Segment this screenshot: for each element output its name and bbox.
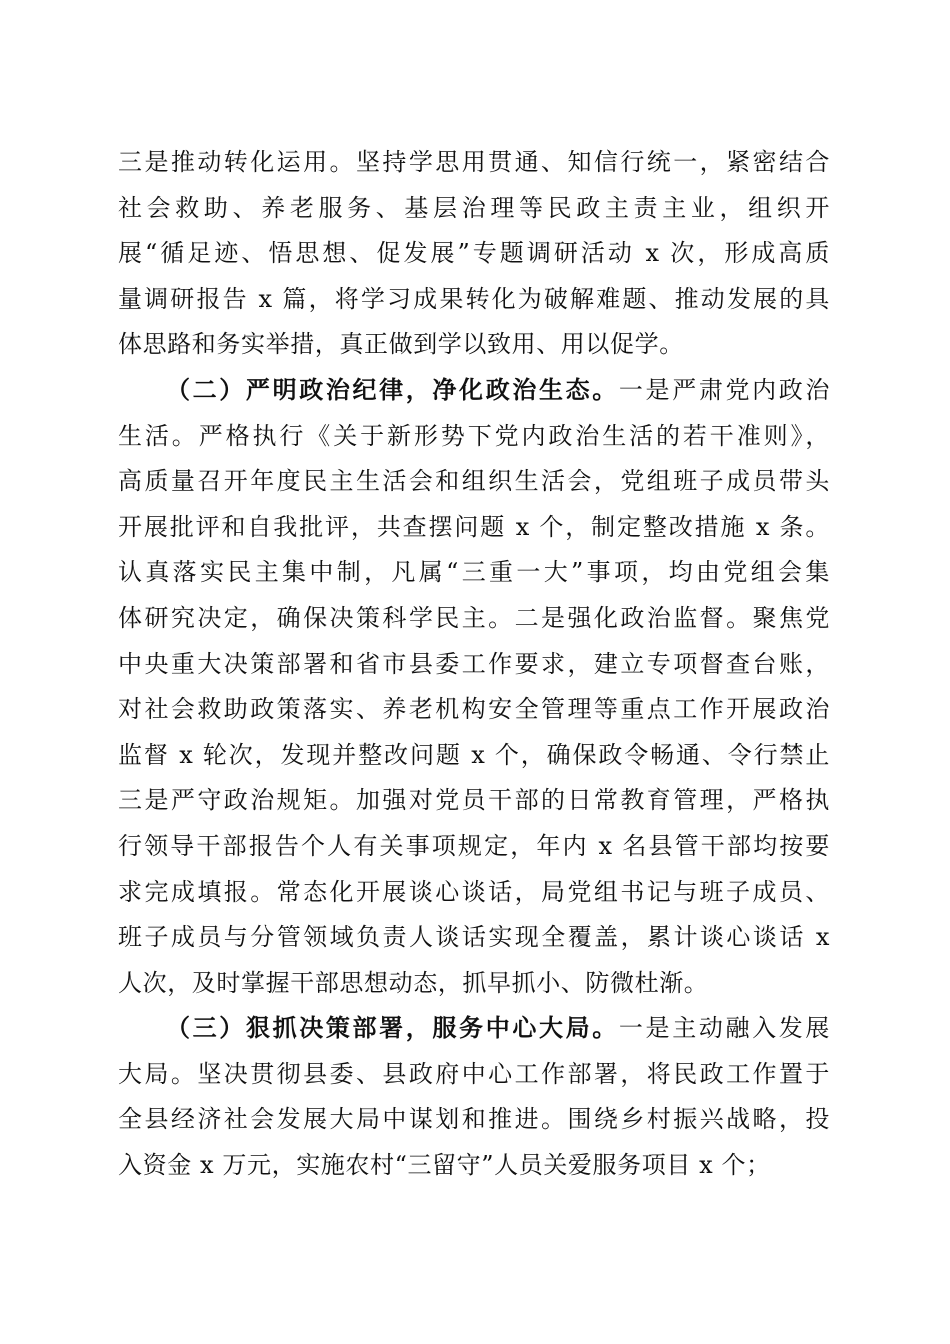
- text-line: 高质量召开年度民主生活会和组织生活会，党组班子成员带头: [118, 467, 830, 496]
- paragraph-first-line: [118, 368, 830, 414]
- text-line: 生活。严格执行《关于新形势下党内政治生活的若干准则》，: [118, 421, 830, 450]
- text-run: 一是严肃党内政治: [618, 375, 830, 404]
- paragraph-3: [118, 1006, 830, 1188]
- section-heading: （三）狠抓决策部署，服务中心大局。: [166, 1014, 619, 1043]
- text-line: 大局。坚决贯彻县委、县政府中心工作部署，将民政工作置于: [118, 1059, 830, 1088]
- paragraph-2: [118, 368, 830, 1006]
- text-line: 入资金 x 万元，实施农村“三留守”人员关爱服务项目 x 个；: [118, 1151, 771, 1180]
- text-line: 体思路和务实举措，真正做到学以致用、用以促学。: [118, 330, 684, 359]
- text-line: 体研究决定，确保决策科学民主。二是强化政治监督。聚焦党: [118, 603, 830, 632]
- text-line: 全县经济社会发展大局中谋划和推进。围绕乡村振兴战略，投: [118, 1105, 830, 1134]
- text-line: 量调研报告 x 篇，将学习成果转化为破解难题、推动发展的具: [118, 284, 830, 313]
- text-run: 一是主动融入发展: [618, 1014, 830, 1043]
- text-line: 中央重大决策部署和省市县委工作要求，建立专项督查台账，: [118, 649, 830, 678]
- text-line: 求完成填报。常态化开展谈心谈话，局党组书记与班子成员、: [118, 877, 830, 906]
- paragraph-first-line: [118, 1006, 830, 1052]
- text-line: 开展批评和自我批评，共查摆问题 x 个，制定整改措施 x 条。: [118, 512, 830, 541]
- section-heading: （二）严明政治纪律，净化政治生态。: [166, 375, 619, 404]
- text-line: 社会救助、养老服务、基层治理等民政主责主业，组织开: [118, 193, 830, 222]
- text-line: 对社会救助政策落实、养老机构安全管理等重点工作开展政治: [118, 695, 830, 724]
- text-line: 人次，及时掌握干部思想动态，抓早抓小、防微杜渐。: [118, 968, 709, 997]
- document-body: [118, 140, 830, 1189]
- text-line: 展“循足迹、悟思想、促发展”专题调研活动 x 次，形成高质: [118, 239, 830, 268]
- text-line: 认真落实民主集中制，凡属“三重一大”事项，均由党组会集: [118, 558, 830, 587]
- text-line: 三是严守政治规矩。加强对党员干部的日常教育管理，严格执: [118, 786, 830, 815]
- paragraph-1: [118, 140, 830, 368]
- text-line: 三是推动转化运用。坚持学思用贯通、知信行统一，紧密结合: [118, 148, 830, 176]
- text-line: 班子成员与分管领域负责人谈话实现全覆盖，累计谈心谈话 x: [118, 923, 830, 952]
- text-line: 监督 x 轮次，发现并整改问题 x 个，确保政令畅通、令行禁止: [118, 740, 830, 769]
- text-line: 行领导干部报告个人有关事项规定，年内 x 名县管干部均按要: [118, 831, 830, 860]
